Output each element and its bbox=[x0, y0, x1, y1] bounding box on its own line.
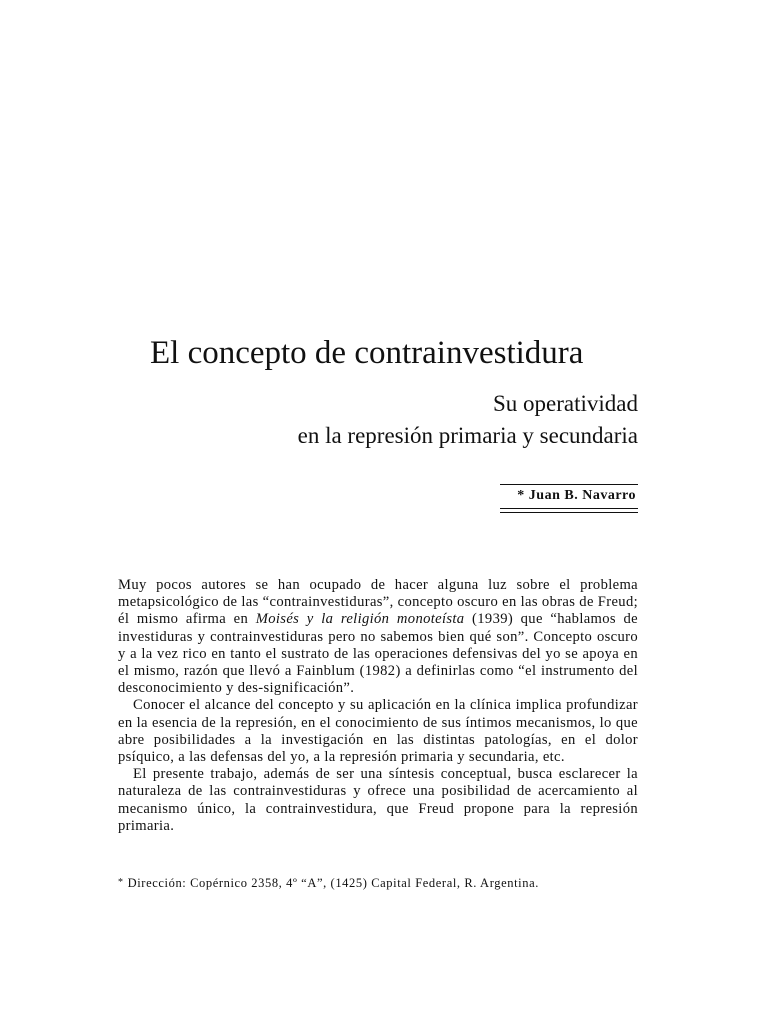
article-title: El concepto de contrainvestidura bbox=[150, 335, 584, 371]
paragraph-1 bbox=[118, 577, 638, 697]
subtitle-line-2: en la represión primaria y secundaria bbox=[297, 423, 638, 448]
footnote-mark: * bbox=[118, 877, 124, 888]
article-subtitle bbox=[178, 388, 638, 452]
book-title-italic: Moisés y la religión monoteísta bbox=[255, 611, 465, 628]
footnote bbox=[118, 875, 638, 891]
author-box bbox=[500, 484, 638, 513]
author-name: * Juan B. Navarro bbox=[517, 488, 636, 503]
paragraph-1-before: Muy pocos autores se han ocupado de hacer alguna luz sobre el problema metapsicológico de las “contrainvestiduras”, concepto oscuro en las obras de Freud; él mismo afirma en bbox=[118, 577, 638, 628]
paragraph-1-after: (1939) que “hablamos de investiduras y contrainvestiduras pero no sabemos bien qué son”. Concepto oscuro y a la vez rico en tanto el sustrato de las operaciones defensivas del yo se apoya en el mismo, razón que llevó a Fainblum (1982) a definirlas como “el instrumento del desconocimiento y des-significación”. bbox=[118, 611, 638, 697]
subtitle-line-1: Su operatividad bbox=[493, 391, 638, 416]
paragraph-3: El presente trabajo, además de ser una síntesis conceptual, busca esclarecer la naturaleza de las contrainvestiduras y ofrece una posibilidad de acercamiento al mecanismo único, la contrainvestidura, que Freud propone para la represión primaria. bbox=[118, 766, 638, 834]
paragraph-2: Conocer el alcance del concepto y su aplicación en la clínica implica profundizar en la esencia de la represión, en el conocimiento de sus íntimos mecanismos, lo que abre posibilidades a la investigación en las distintas patologías, en el dolor psíquico, a las defensas del yo, a la represión primaria y secundaria, etc. bbox=[118, 697, 638, 766]
footnote-text: Dirección: Copérnico 2358, 4º “A”, (1425) Capital Federal, R. Argentina. bbox=[127, 876, 539, 890]
article-body bbox=[118, 577, 638, 835]
author-rule bbox=[500, 508, 638, 509]
